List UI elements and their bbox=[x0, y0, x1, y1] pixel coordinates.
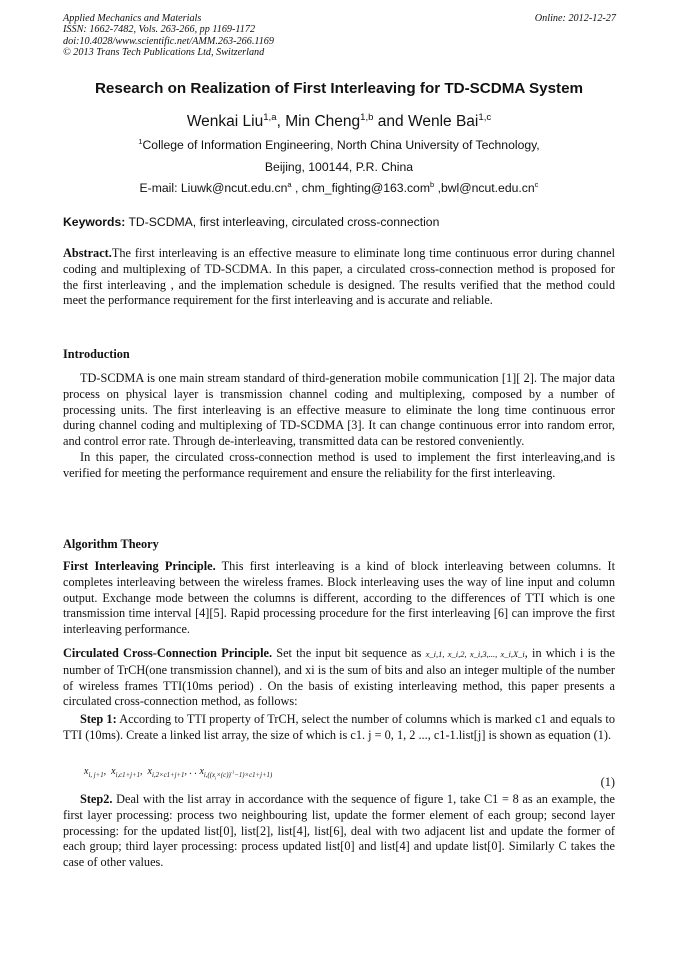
affiliation-line-2: Beijing, 100144, P.R. China bbox=[264, 160, 414, 174]
step-2 bbox=[63, 792, 615, 871]
ccp-text: , in which i is the number of TrCH(one transmission channel), and xi is the sum of bits and also an integer multiple of the number of wireless frames TTI(10ms period) . On the basis of existing interleaving method, this paper presents a circulated cross-connection method, as follows: bbox=[63, 646, 615, 709]
input-bit-sequence: x_i,1, x_i,2, x_i,3,..., x_i,X_i bbox=[425, 649, 525, 659]
journal-header bbox=[63, 13, 616, 59]
copyright-line: © 2013 Trans Tech Publications Ltd, Switzerland bbox=[63, 47, 265, 59]
affiliation-text: College of Information Engineering, North China University of Technology, bbox=[142, 138, 540, 152]
abstract-text: The first interleaving is an effective measure to eliminate long time continuous error during channel coding and multiplexing of TD-SCDMA. In this paper, a circulated cross-connection method is proposed for the first interleaving , and the implemation schedule is designed. The results verified that the method could meet the performance requirement for the first interleaving and is accurate and reliable. bbox=[63, 246, 615, 308]
email-sup: a bbox=[287, 179, 292, 189]
author-sup: 1,b bbox=[360, 111, 374, 123]
first-interleaving-principle bbox=[63, 559, 615, 638]
abstract bbox=[63, 246, 615, 309]
email-line bbox=[0, 181, 678, 195]
author-line bbox=[0, 113, 678, 131]
author-sup: 1,c bbox=[478, 111, 492, 123]
circulated-cross-connection-principle bbox=[63, 646, 615, 710]
keywords-text: TD-SCDMA, first interleaving, circulated cross-connection bbox=[125, 215, 440, 229]
ccp-text: Set the input bit sequence as bbox=[272, 646, 426, 660]
ccp-label: Circulated Cross-Connection Principle. bbox=[63, 646, 273, 660]
email-sup: b bbox=[430, 179, 435, 189]
introduction-heading: Introduction bbox=[63, 347, 130, 361]
paper-title: Research on Realization of First Interleaving for TD-SCDMA System bbox=[94, 80, 584, 97]
introduction-body bbox=[63, 371, 615, 482]
step1-text: According to TTI property of TrCH, select the number of columns which is marked c1 and equals to TTI (10ms). Create a linked list array, the size of which is c1. j = 0, 1, 2 ..., c1-1.list[j] is shown as equation (1). bbox=[63, 712, 615, 742]
equation-1: $x_{i, j+1}$, $x_{i,c1+j+1}$, $x_{i,2\times c1+j+1}$, . . $x_{i,((x_i\times(c))^{-1}-1)\times c1+j+1)}$ bbox=[84, 766, 273, 781]
step2-label: Step2. bbox=[80, 792, 113, 806]
step1-label: Step 1: bbox=[80, 712, 117, 726]
introduction-paragraph-2: In this paper, the circulated cross-connection method is used to implement the first interleaving,and is verified for meeting the performance requirement and ensure the reliability for the first interleaving. bbox=[63, 449, 615, 480]
fip-text: This first interleaving is a kind of block interleaving between columns. It completes interleaving between the wireless frames. Block interleaving uses the way of line input and column output. Exchange mode between the columns is different, according to the differences of TTI which is one transmission time interval [4][5]. Rapid processing procedure for the first interleaving [6] can improve the first interleaving performance. bbox=[63, 559, 616, 637]
affiliation-sup: 1 bbox=[138, 136, 143, 146]
email-text: E-mail: Liuwk@ncut.edu.cn bbox=[139, 181, 288, 195]
author-sup: 1,a bbox=[263, 111, 277, 123]
journal-name: Applied Mechanics and Materials bbox=[63, 13, 202, 24]
fip-label: First Interleaving Principle. bbox=[63, 559, 216, 573]
author-separator: and bbox=[373, 113, 408, 130]
step-1 bbox=[63, 712, 615, 744]
affiliation-line-1 bbox=[0, 138, 678, 152]
introduction-paragraph-1: TD-SCDMA is one main stream standard of third-generation mobile communication [1][ 2]. The major data process on physical layer is transmission channel coding and multiplexing, composed by a number of processing units. The first interleaving is an effective measure to eliminate the long time continuous error during channel coding and multiplexing of TD-SCDMA [3]. It can change continuous error into random error, and control error rate. Through de-interleaving, transmitted data can be restored conveniently. bbox=[63, 371, 615, 449]
author-separator: , bbox=[276, 113, 286, 130]
email-sup: c bbox=[534, 179, 539, 189]
issn-line: ISSN: 1662-7482, Vols. 263-266, pp 1169-1172 bbox=[63, 24, 256, 36]
author-name: Wenkai Liu bbox=[186, 113, 264, 130]
email-text: , chm_fighting@163.com bbox=[291, 181, 430, 195]
email-text: ,bwl@ncut.edu.cn bbox=[434, 181, 535, 195]
algorithm-heading: Algorithm Theory bbox=[63, 537, 159, 551]
equation-number: (1) bbox=[600, 775, 615, 789]
online-date: Online: 2012-12-27 bbox=[534, 13, 616, 24]
keywords bbox=[63, 215, 615, 231]
keywords-label: Keywords: bbox=[63, 215, 126, 229]
step2-text: Deal with the list array in accordance with the sequence of figure 1, take C1 = 8 as an example, the first layer processing: process two neighbouring list, update the former element of each group; second layer processing: for the updated list[0], list[2], list[4], list[6], deal with two adjacent list and update the former of each group; third layer processing: process updated list[0] and list[4] and update list[0]. Similarly C takes the case of other values. bbox=[63, 792, 615, 870]
doi-line: doi:10.4028/www.scientific.net/AMM.263-266.1169 bbox=[63, 35, 274, 47]
author-name: Wenle Bai bbox=[407, 113, 479, 130]
abstract-label: Abstract. bbox=[63, 246, 112, 260]
author-name: Min Cheng bbox=[285, 113, 361, 130]
